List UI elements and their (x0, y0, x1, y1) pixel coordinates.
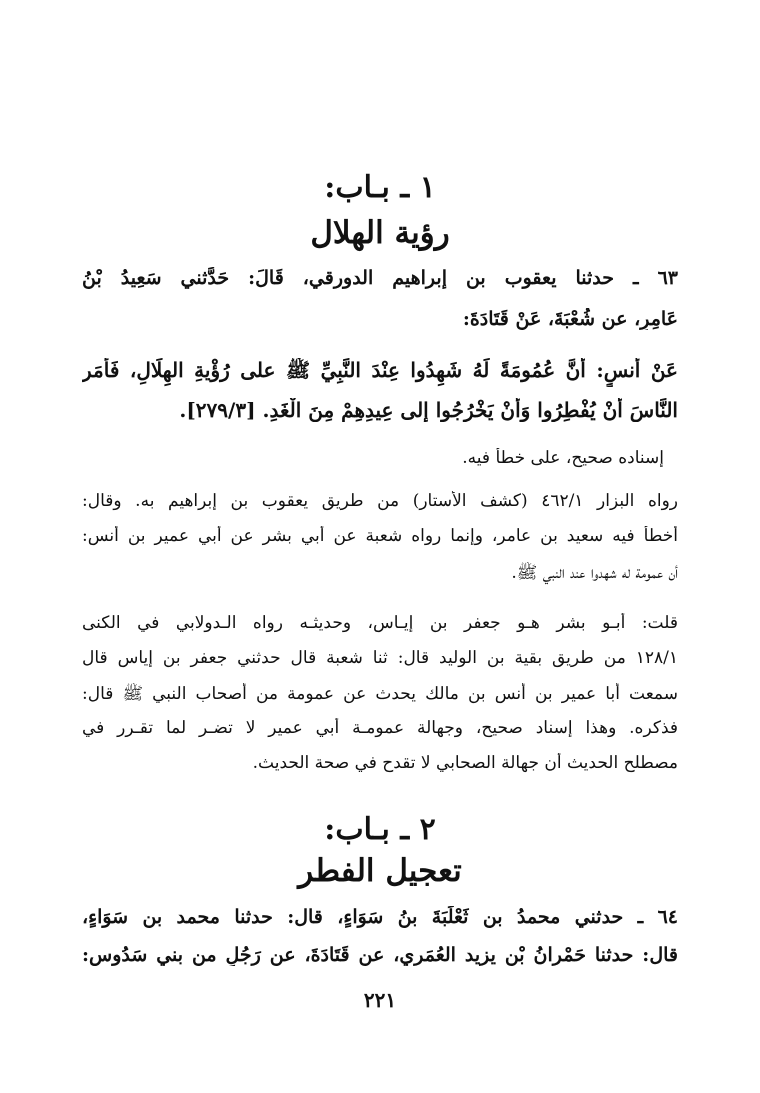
page-number: ٢٢١ (363, 988, 397, 1012)
hadith-63-note-line-1: قلت: أبـو بشر هـو جعفر بن إيـاس، وحديثـه رواه الـدولابي في الكنى (82, 613, 678, 633)
section-2-title: تعجيل الفطر (298, 853, 462, 889)
hadith-63-isnad-line-2: عَامِرٍ، عن شُعْبَةَ، عَنْ قَتَادَةَ: (462, 308, 678, 330)
hadith-63-isnad-line-1: ٦٣ ـ حدثنا يعقوب بن إبراهيم الدورقي، قَالَ: حَدَّثني سَعِيدُ بْنُ (82, 267, 678, 289)
section-1-label: ١ ـ بـاب: (324, 170, 436, 205)
hadith-64-isnad-line-1: ٦٤ ـ حدثني محمدُ بن ثَعْلَبَةَ بنُ سَوَاءٍ، قال: حدثنا محمد بن سَوَاءٍ، (82, 906, 678, 928)
hadith-63-grading: إسناده صحيح، على خطأ فيه. (462, 448, 664, 468)
section-2-label: ٢ ـ بـاب: (324, 812, 436, 847)
hadith-63-matn-line-1: عَنْ أَنسٍ: أنَّ عُمُومَةً لَهُ شَهِدُوا عِنْدَ النَّبِيِّ ﷺ على رُؤْيةِ الهِلَالِ، فَأَمَر (82, 358, 678, 382)
hadith-64-isnad-line-2: قال: حدثنا حَمْرانُ بْن يزيد العُمَري، عن قَتَادَةَ، عن رَجُلٍ من بني سَدُوس: (82, 944, 678, 966)
hadith-63-note-line-2: ١٢٨/١ من طريق بقية بن الوليد قال: ثنا شعبة قال حدثني جعفر بن إياس قال (82, 648, 678, 668)
hadith-63-takhrij-line-3: أن عمومة له شهدوا عند النبي ﷺ. (511, 563, 678, 583)
hadith-63-takhrij-line-1: رواه البزار ٤٦٢/١ (كشف الأستار) من طريق يعقوب بن إبراهيم به. وقال: (82, 491, 678, 511)
hadith-63-note-line-3: سمعت أبا عمير بن أنس بن مالك يحدث عن عمومة من أصحاب النبي ﷺ قال: (82, 684, 678, 704)
hadith-63-takhrij-line-2: أخطأ فيه سعيد بن عامر، وإنما رواه شعبة عن أبي بشر عن أبي عمير بن أنس: (82, 526, 678, 546)
section-1-title: رؤية الهلال (310, 215, 450, 251)
hadith-63-note-line-5: مصطلح الحديث أن جهالة الصحابي لا تقدح في صحة الحديث. (252, 753, 678, 773)
hadith-63-matn-line-2: النَّاسَ أَنْ يُفْطِرُوا وَأَنْ يَخْرُجُوا إلى عِيدِهِمْ مِنَ الْغَدِ. [٢٧٩/٣]. (179, 398, 678, 422)
hadith-63-note-line-4: فذكره. وهذا إسناد صحيح، وجهالة عمومـة أبي عمير لا تضـر لما تقـرر في (82, 718, 678, 738)
